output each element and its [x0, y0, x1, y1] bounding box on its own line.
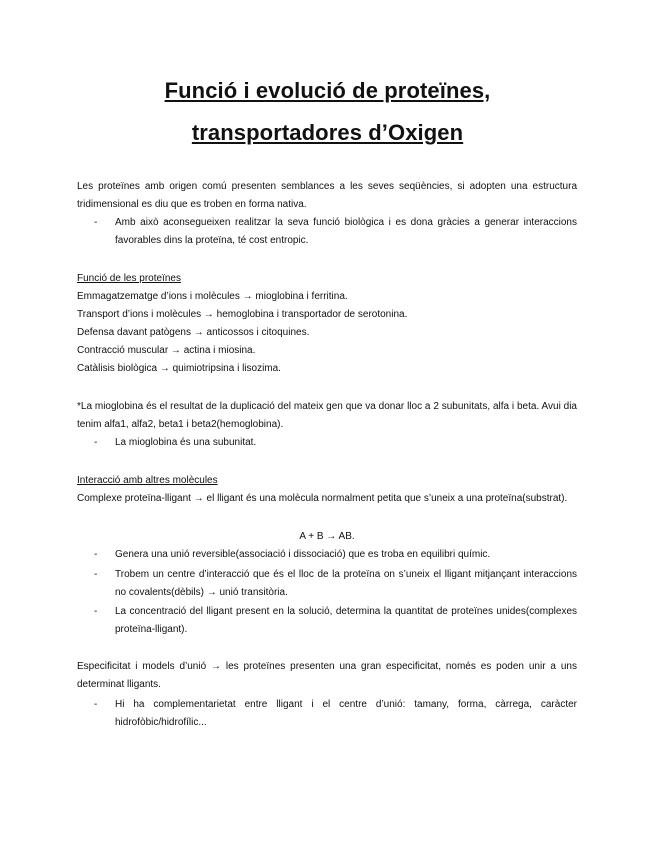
page-title-line-1: Funció i evolució de proteïnes,: [164, 78, 491, 103]
function-item: Catàlisis biològica → quimiotripsina i lisozima.: [77, 363, 281, 374]
bullet-dash: -: [94, 549, 98, 560]
interaction-bullet-text: Trobem un centre d’interacció que és el lloc de la proteïna on s’uneix el lligant mitjançant interaccions no covalents(dèbils) → unió transitòria.: [115, 569, 577, 598]
interaction-bullet-text: Genera una unió reversible(associació i dissociació) que es troba en equilibri químic.: [115, 549, 491, 560]
bullet-dash: -: [94, 699, 98, 710]
function-item: Contracció muscular → actina i miosina.: [77, 345, 256, 356]
note-bullet: [77, 434, 577, 452]
functions-heading: Funció de les proteïnes: [77, 273, 181, 284]
function-item: Defensa davant patògens → anticossos i citoquines.: [77, 327, 310, 338]
specificity-bullet-text: Hi ha complementarietat entre lligant i el centre d’unió: tamany, forma, càrrega, caràcter hidrofòbic/hidrofílic...: [115, 699, 577, 728]
intro-bullet: [77, 214, 577, 250]
interaction-paragraph: Complexe proteïna-lligant → el lligant és una molècula normalment petita que s’uneix a una proteïna(substrat).: [77, 493, 568, 504]
specificity-bullet: [77, 696, 577, 732]
bullet-dash: -: [94, 217, 98, 228]
interaction-bullet: [77, 603, 577, 639]
interaction-heading: Interacció amb altres molècules: [77, 475, 218, 486]
interaction-bullet-text: La concentració del lligant present en la solució, determina la quantitat de proteïnes unides(complexes proteïna-lligant).: [115, 606, 577, 635]
note-bullet-text: La mioglobina és una subunitat.: [115, 437, 257, 448]
function-item: Emmagatzematge d’ions i molècules → mioglobina i ferritina.: [77, 291, 348, 302]
intro-paragraph: Les proteïnes amb origen comú presenten semblances a les seves seqüències, si adopten una estructura tridimensional es diu que es troben en forma nativa.: [77, 181, 577, 210]
specificity-paragraph: Especificitat i models d’unió → les proteïnes presenten una gran especificitat, només es poden unir a uns determinat lligants.: [77, 661, 577, 690]
interaction-bullet: [77, 546, 577, 564]
function-item: Transport d’ions i molècules → hemoglobina i transportador de serotonina.: [77, 309, 408, 320]
bullet-dash: -: [94, 437, 98, 448]
intro-bullet-text: Amb això aconsegueixen realitzar la seva funció biològica i es dona gràcies a generar interaccions favorables dins la proteïna, té cost entropic.: [115, 217, 577, 246]
note-paragraph: *La mioglobina és el resultat de la duplicació del mateix gen que va donar lloc a 2 subunitats, alfa i beta. Avui dia tenim alfa1, alfa2, beta1 i beta2(hemoglobina).: [77, 401, 577, 430]
interaction-bullet: [77, 566, 577, 602]
bullet-dash: -: [94, 606, 98, 617]
page-title-line-2: transportadores d’Oxigen: [191, 120, 464, 145]
equation: A + B → AB.: [299, 531, 355, 542]
bullet-dash: -: [94, 569, 98, 580]
